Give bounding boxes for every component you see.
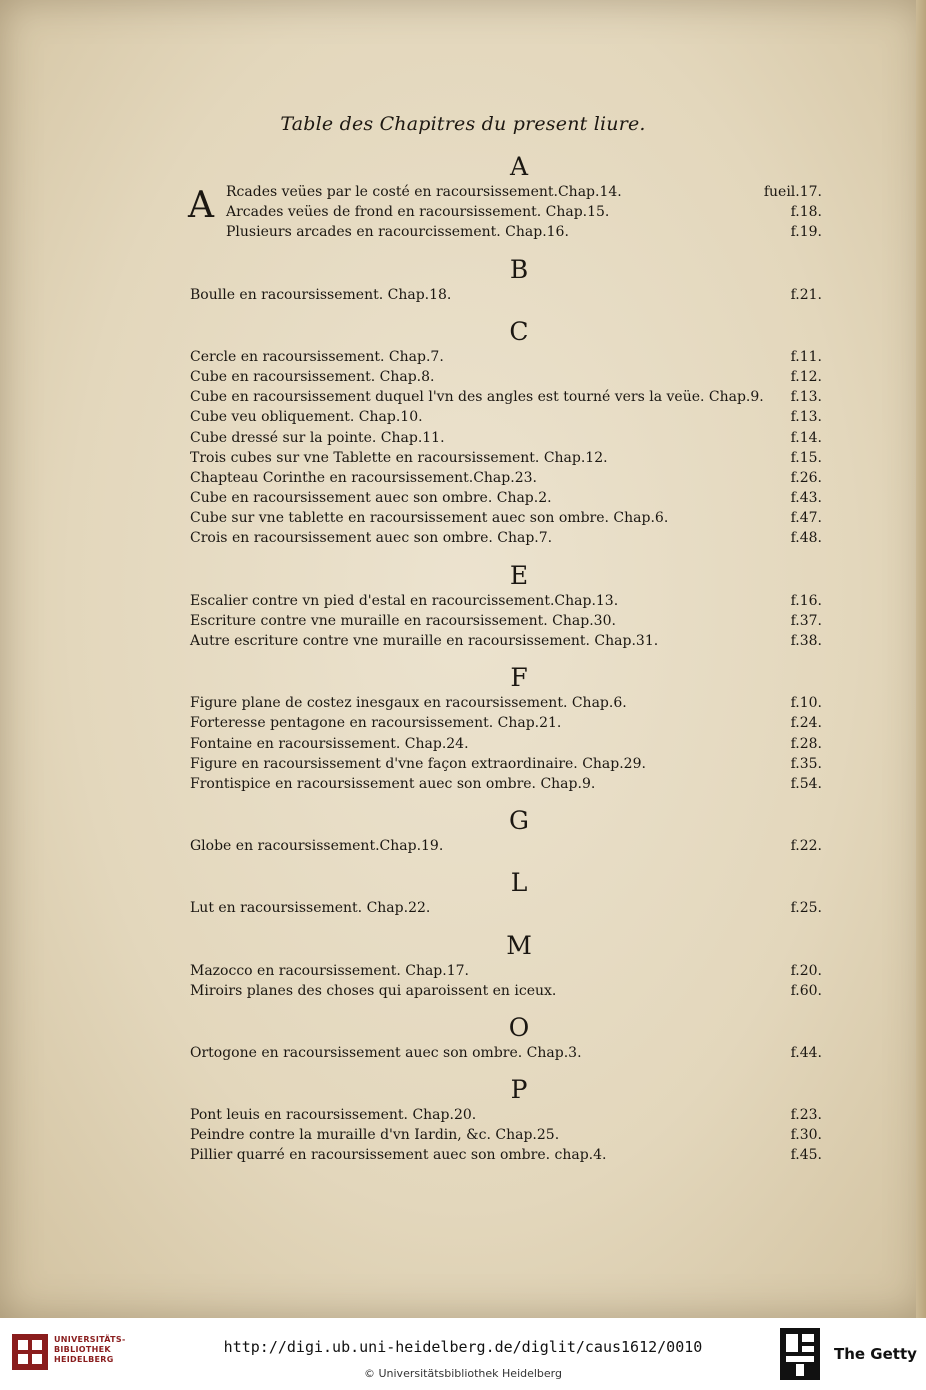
permalink[interactable]: http://digi.ub.uni-heidelberg.de/diglit/caus1612/0010 (223, 1338, 703, 1356)
table-of-contents (190, 152, 822, 1178)
entry-title: Miroirs planes des choses qui aparoissent en iceux. (190, 982, 557, 999)
entry-title: Escalier contre vn pied d'estal en racourcissement.Chap.13. (190, 592, 619, 609)
entry-folio: f.30. (790, 1127, 822, 1144)
section-entries (190, 693, 822, 794)
entry-folio: f.23. (790, 1107, 822, 1124)
entry-folio: f.22. (790, 838, 822, 855)
entry-folio: f.25. (790, 900, 822, 917)
page-title: Table des Chapitres du present liure. (280, 113, 646, 135)
entry-title: Rcades veües par le costé en racoursissement.Chap.14. (226, 184, 622, 200)
toc-entry (190, 1043, 822, 1063)
entry-title: Cube en racoursissement duquel l'vn des angles est tourné vers la veüe. Chap.9. (190, 389, 764, 406)
entry-title: Autre escriture contre vne muraille en racoursissement. Chap.31. (190, 633, 659, 649)
section-letter: O (508, 1012, 530, 1042)
toc-entry (190, 774, 822, 794)
toc-entry (190, 508, 822, 528)
entry-title: Cercle en racoursissement. Chap.7. (190, 348, 444, 365)
entry-title: Plusieurs arcades en racourcissement. Chap.16. (226, 224, 569, 241)
toc-entry (190, 836, 822, 856)
entry-folio: f.28. (790, 735, 822, 752)
section-letter: M (506, 930, 532, 960)
entry-folio: f.38. (790, 633, 822, 649)
toc-entry (190, 693, 822, 713)
entry-folio: f.13. (790, 409, 822, 426)
toc-entry (190, 448, 822, 468)
entry-folio: f.13. (790, 389, 822, 406)
section-letter: B (509, 254, 529, 284)
entry-folio: f.47. (790, 510, 822, 527)
library-line: UNIVERSITÄTS- (54, 1335, 126, 1344)
toc-entry (190, 222, 822, 242)
section-entries (190, 182, 822, 243)
toc-entry (190, 713, 822, 733)
entry-folio: fueil.17. (763, 184, 822, 200)
section-letter: E (509, 560, 529, 590)
toc-section (190, 255, 822, 305)
entry-folio: f.48. (790, 530, 822, 547)
viewer-footer (0, 1318, 926, 1390)
toc-entry (190, 182, 822, 202)
page-edge (916, 0, 926, 1318)
toc-section (190, 152, 822, 243)
toc-entry (190, 1105, 822, 1125)
toc-section (190, 663, 822, 794)
toc-entry (190, 367, 822, 387)
entry-folio: f.19. (790, 224, 822, 241)
section-entries (190, 347, 822, 549)
section-gap (190, 856, 822, 868)
entry-folio: f.18. (790, 204, 822, 221)
toc-entry (190, 468, 822, 488)
toc-entry (190, 387, 822, 407)
section-gap (190, 1063, 822, 1075)
section-entries (190, 961, 822, 1001)
entry-title: Peindre contre la muraille d'vn Iardin, &c. Chap.25. (190, 1127, 560, 1144)
toc-entry (190, 734, 822, 754)
entry-folio: f.10. (790, 695, 822, 712)
entry-folio: f.54. (790, 775, 822, 792)
library-line: HEIDELBERG (54, 1355, 114, 1364)
section-letter: F (510, 663, 528, 693)
section-gap (190, 243, 822, 255)
entry-folio: f.44. (790, 1044, 822, 1061)
toc-entry (190, 631, 822, 651)
toc-entry (190, 754, 822, 774)
entry-title: Cube en racoursissement auec son ombre. Chap.2. (190, 490, 552, 507)
entry-title: Trois cubes sur vne Tablette en racoursissement. Chap.12. (190, 449, 608, 466)
entry-folio: f.43. (790, 490, 822, 507)
toc-section (190, 1075, 822, 1166)
entry-folio: f.16. (790, 592, 822, 609)
section-gap (190, 794, 822, 806)
entry-title: Cube sur vne tablette en racoursissement auec son ombre. Chap.6. (190, 510, 669, 527)
entry-folio: f.35. (790, 755, 822, 772)
partner-name: The Getty (834, 1345, 917, 1363)
entry-title: Escriture contre vne muraille en racoursissement. Chap.30. (190, 612, 616, 629)
section-letter: L (510, 868, 528, 898)
entry-title: Pont leuis en racoursissement. Chap.20. (190, 1107, 477, 1124)
entry-title: Chapteau Corinthe en racoursissement.Chap.23. (190, 469, 537, 486)
entry-folio: f.11. (790, 348, 822, 365)
entry-title: Frontispice en racoursissement auec son ombre. Chap.9. (190, 775, 596, 792)
entry-folio: f.26. (790, 469, 822, 486)
entry-title: Fontaine en racoursissement. Chap.24. (190, 735, 469, 752)
entry-folio: f.24. (790, 715, 822, 732)
entry-title: Ortogone en racoursissement auec son ombre. Chap.3. (190, 1044, 582, 1061)
toc-section (190, 317, 822, 549)
entry-title: Lut en racoursissement. Chap.22. (190, 900, 431, 917)
toc-entry (190, 611, 822, 631)
entry-title: Cube veu obliquement. Chap.10. (190, 409, 423, 426)
entry-folio: f.20. (790, 962, 822, 979)
entry-title: Figure plane de costez inesgaux en racoursissement. Chap.6. (190, 695, 627, 712)
entry-title: Pillier quarré en racoursissement auec son ombre. chap.4. (190, 1147, 607, 1164)
section-entries (190, 836, 822, 856)
toc-entry (190, 488, 822, 508)
entry-folio: f.21. (790, 286, 822, 303)
toc-entry (190, 1145, 822, 1165)
toc-section (190, 931, 822, 1001)
section-gap (190, 1166, 822, 1178)
toc-section (190, 806, 822, 856)
section-gap (190, 305, 822, 317)
toc-entry (190, 981, 822, 1001)
section-gap (190, 651, 822, 663)
toc-entry (190, 428, 822, 448)
entry-folio: f.60. (790, 982, 822, 999)
entry-title: Cube dressé sur la pointe. Chap.11. (190, 429, 445, 446)
entry-folio: f.15. (790, 449, 822, 466)
section-entries (190, 591, 822, 652)
entry-folio: f.12. (790, 368, 822, 385)
section-letter: G (509, 806, 529, 836)
toc-section (190, 1013, 822, 1063)
section-letter: A (509, 152, 529, 181)
entry-folio: f.45. (790, 1147, 822, 1164)
entry-title: Arcades veües de frond en racoursissement. Chap.15. (226, 204, 610, 221)
entry-folio: f.37. (790, 612, 822, 629)
entry-title: Globe en racoursissement.Chap.19. (190, 838, 444, 855)
toc-entry (190, 1125, 822, 1145)
entry-folio: f.14. (790, 429, 822, 446)
library-line: BIBLIOTHEK (54, 1345, 111, 1354)
section-entries (190, 285, 822, 305)
toc-section (190, 868, 822, 918)
entry-title: Forteresse pentagone en racoursissement. Chap.21. (190, 715, 562, 732)
toc-entry (190, 898, 822, 918)
section-gap (190, 919, 822, 931)
section-letter: P (510, 1075, 528, 1105)
section-entries (190, 1105, 822, 1166)
section-letter: C (509, 316, 529, 346)
entry-title: Mazocco en racoursissement. Chap.17. (190, 962, 469, 979)
toc-section (190, 561, 822, 652)
section-entries (190, 898, 822, 918)
entry-title: Figure en racoursissement d'vne façon extraordinaire. Chap.29. (190, 755, 646, 772)
toc-entry (190, 347, 822, 367)
section-entries (190, 1043, 822, 1063)
toc-entry (190, 591, 822, 611)
toc-entry (190, 407, 822, 427)
entry-title: Crois en racoursissement auec son ombre. Chap.7. (190, 530, 553, 547)
section-gap (190, 549, 822, 561)
copyright-notice: © Universitätsbibliothek Heidelberg (363, 1367, 562, 1380)
section-gap (190, 1001, 822, 1013)
toc-entry (190, 961, 822, 981)
getty-logo-icon (780, 1328, 820, 1380)
toc-entry (190, 285, 822, 305)
toc-entry (190, 202, 822, 222)
entry-title: Boulle en racoursissement. Chap.18. (190, 286, 452, 303)
drop-cap: A (188, 185, 214, 226)
toc-entry (190, 528, 822, 548)
entry-title: Cube en racoursissement. Chap.8. (190, 368, 435, 385)
